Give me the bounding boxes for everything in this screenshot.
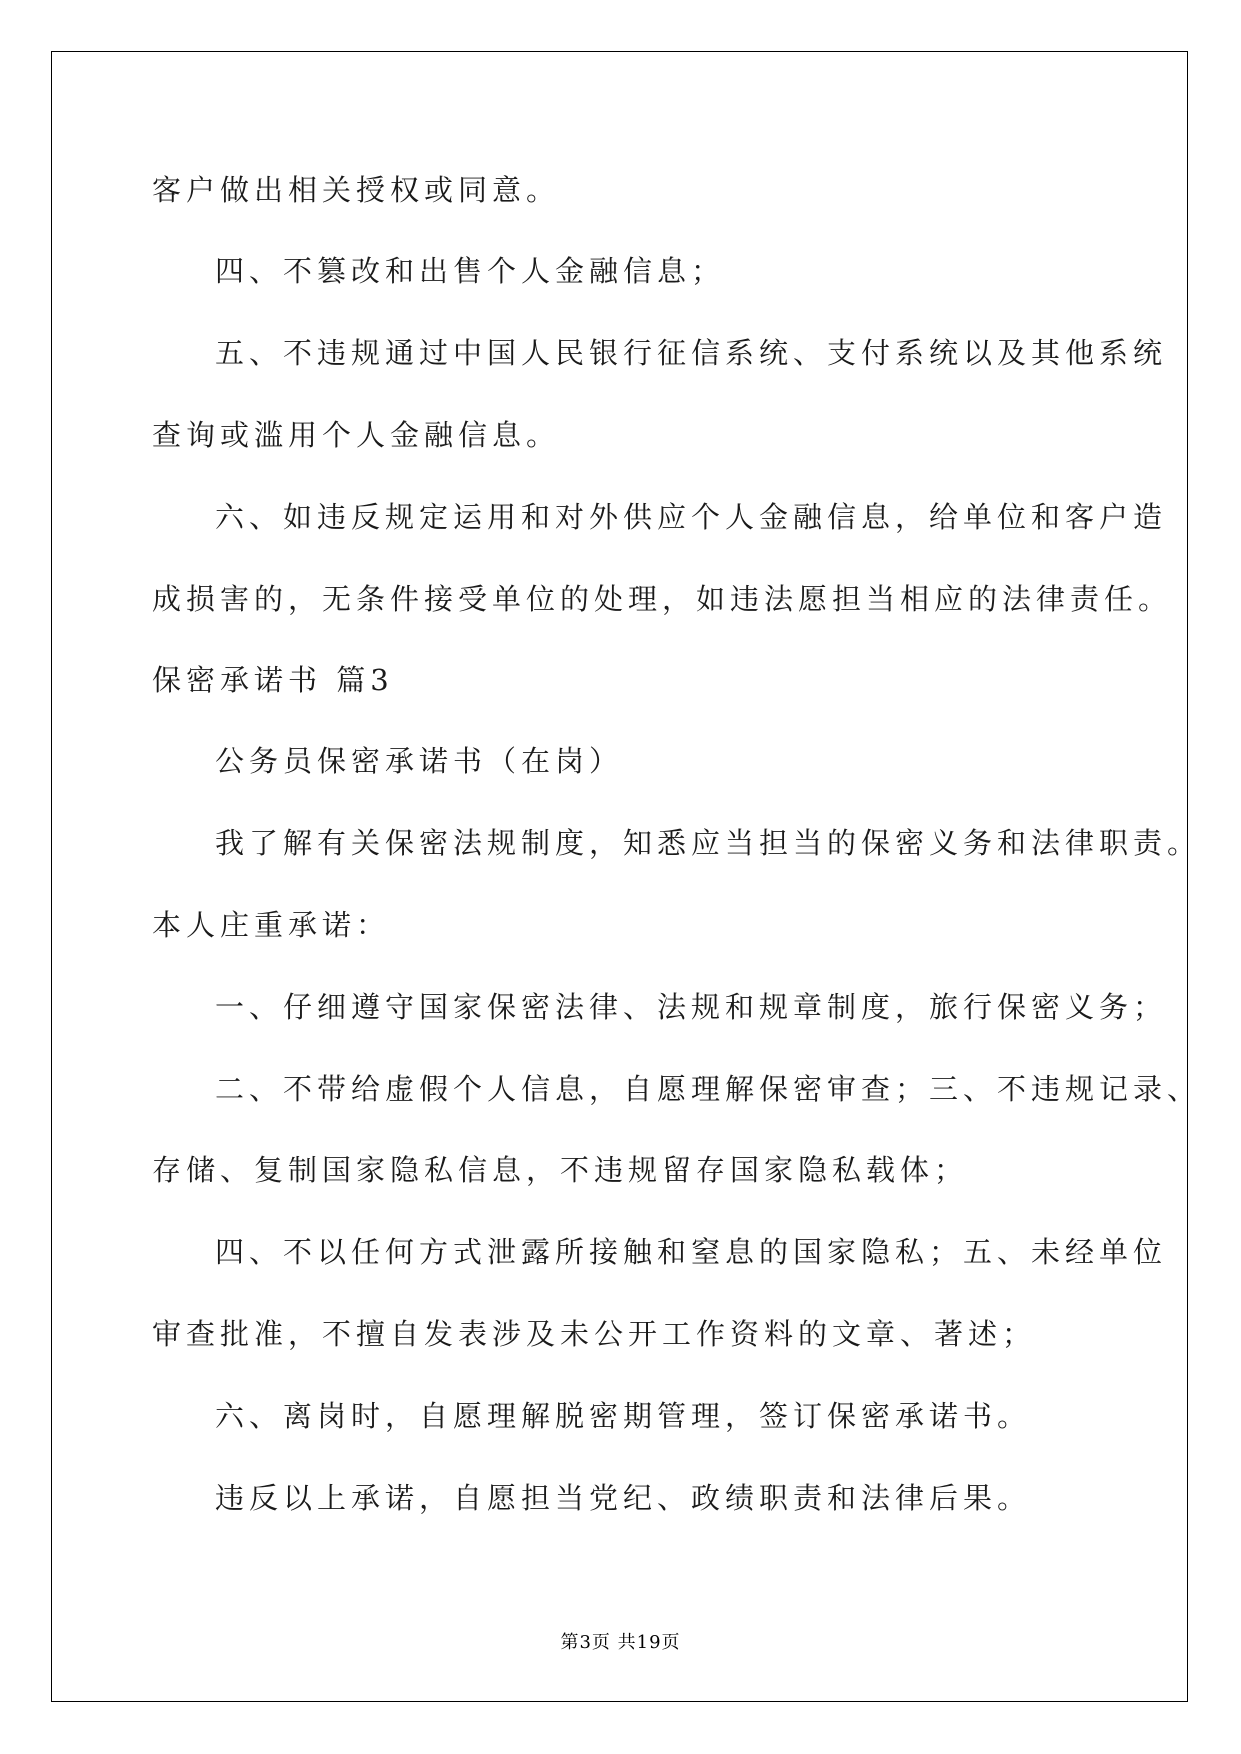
text-line: 四、不以任何方式泄露所接触和窒息的国家隐私；五、未经单位 <box>215 1235 1168 1269</box>
text-line: 本人庄重承诺： <box>152 908 391 942</box>
text-line: 成损害的，无条件接受单位的处理，如违法愿担当相应的法律责任。 <box>152 582 1173 616</box>
text-line: 六、离岗时，自愿理解脱密期管理，签订保密承诺书。 <box>215 1399 1032 1433</box>
page-number: 第3页 共19页 <box>560 1632 681 1653</box>
text-line: 五、不违规通过中国人民银行征信系统、支付系统以及其他系统 <box>215 336 1168 370</box>
text-line: 审查批准，不擅自发表涉及未公开工作资料的文章、著述； <box>152 1317 1037 1351</box>
text-line: 四、不篡改和出售个人金融信息； <box>215 254 726 288</box>
page-border <box>51 51 1188 1702</box>
text-line: 一、仔细遵守国家保密法律、法规和规章制度，旅行保密义务； <box>215 990 1168 1024</box>
text-line: 查询或滥用个人金融信息。 <box>152 418 561 452</box>
text-line: 我了解有关保密法规制度，知悉应当担当的保密义务和法律职责。 <box>215 826 1202 860</box>
text-line: 客户做出相关授权或同意。 <box>152 173 561 207</box>
text-line: 存储、复制国家隐私信息，不违规留存国家隐私载体； <box>152 1153 969 1187</box>
text-line: 违反以上承诺，自愿担当党纪、政绩职责和法律后果。 <box>215 1481 1032 1515</box>
text-line: 六、如违反规定运用和对外供应个人金融信息，给单位和客户造 <box>215 500 1168 534</box>
document-title: 公务员保密承诺书（在岗） <box>215 744 624 778</box>
section-heading: 保密承诺书 篇3 <box>152 663 394 697</box>
text-line: 二、不带给虚假个人信息，自愿理解保密审查；三、不违规记录、 <box>215 1072 1202 1106</box>
